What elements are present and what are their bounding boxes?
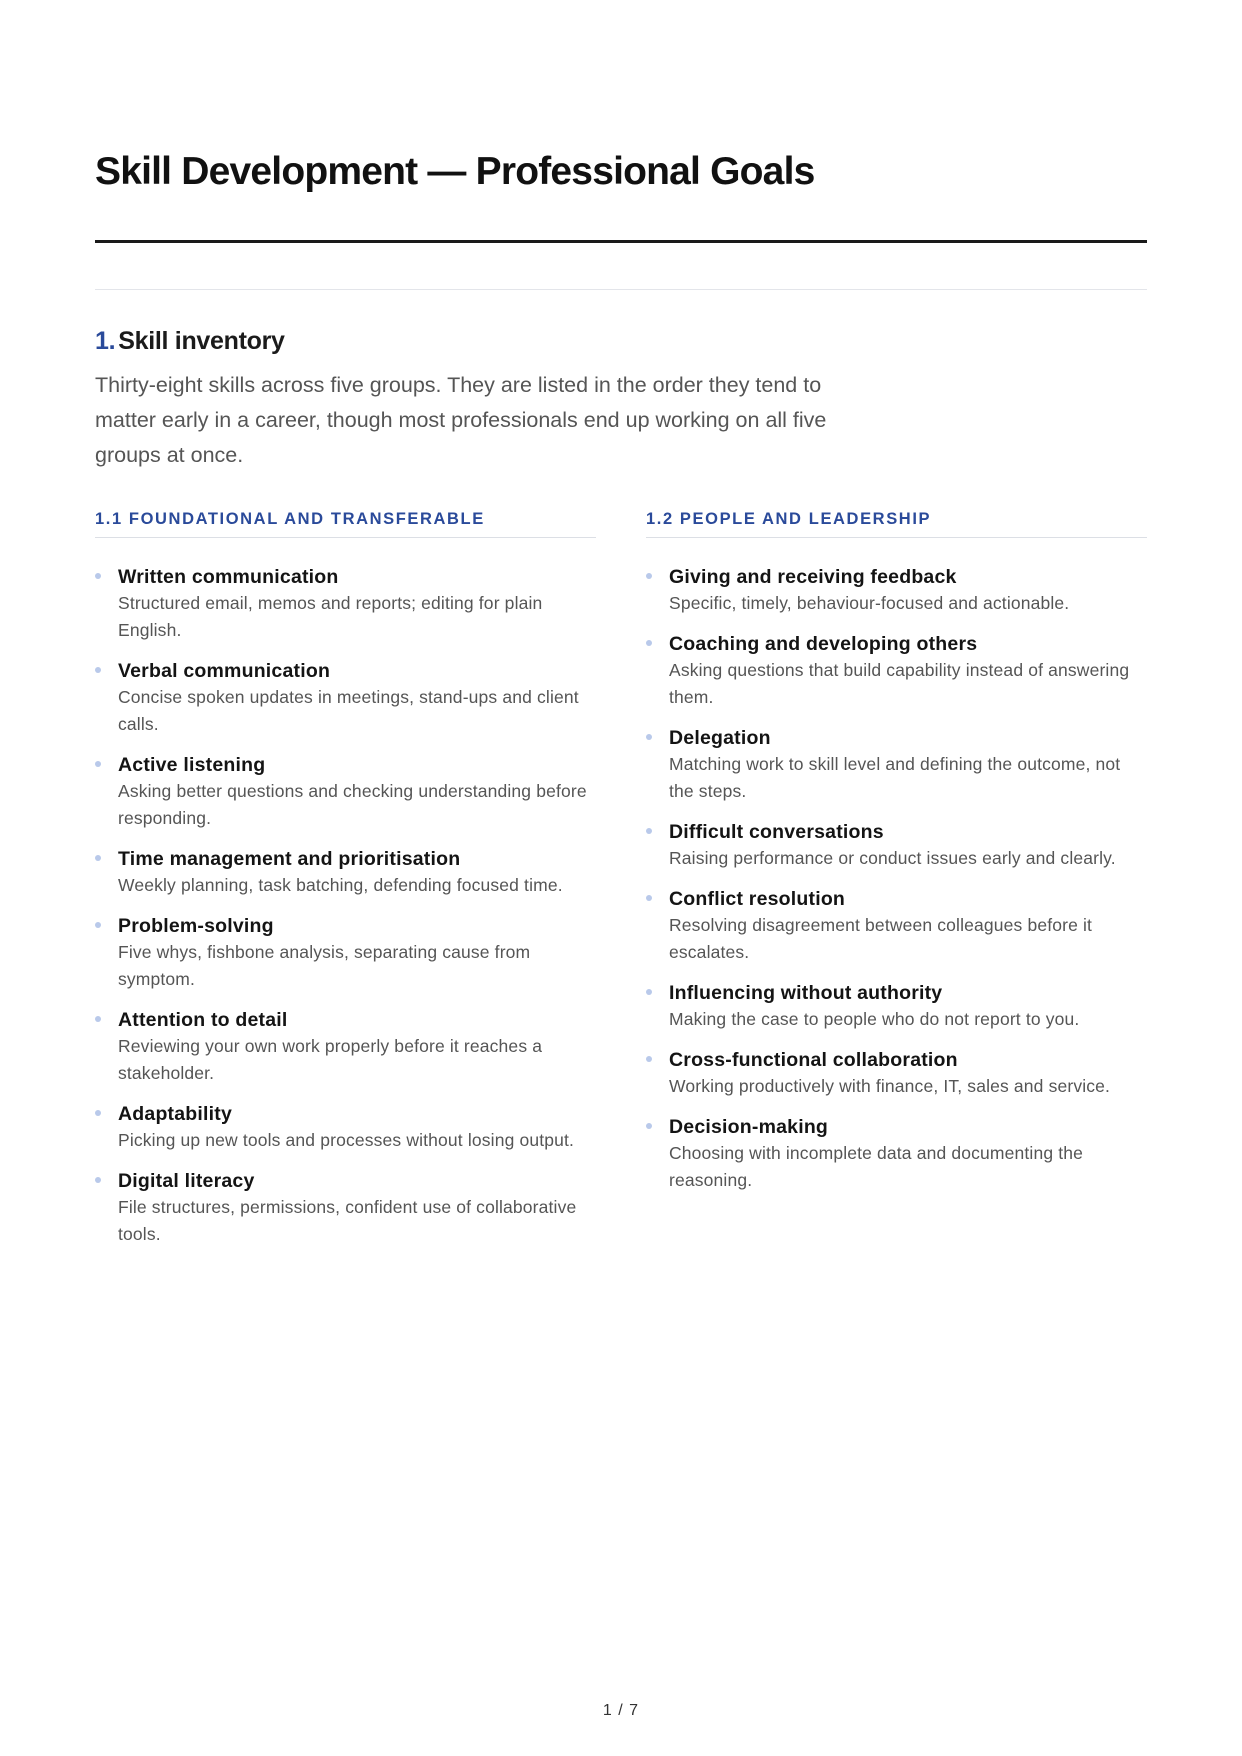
skill-name: Time management and prioritisation xyxy=(118,848,461,870)
list-item xyxy=(646,1047,1147,1100)
bullet-icon xyxy=(95,573,101,579)
skill-name: Difficult conversations xyxy=(669,821,884,843)
bullet-icon xyxy=(95,667,101,673)
list-item xyxy=(95,564,596,644)
skill-name: Influencing without authority xyxy=(669,982,943,1004)
bullet-icon xyxy=(646,895,652,901)
skill-name: Adaptability xyxy=(118,1103,232,1125)
skill-description: Choosing with incomplete data and documenting the reasoning. xyxy=(669,1143,1084,1190)
skill-group-people-leadership xyxy=(646,504,1147,1208)
section-number: 1. xyxy=(95,327,116,355)
list-item xyxy=(646,564,1147,617)
list-item xyxy=(646,819,1147,872)
skill-description: Making the case to people who do not report to you. xyxy=(669,1009,1080,1029)
list-item xyxy=(646,886,1147,966)
skill-description: Structured email, memos and reports; editing for plain English. xyxy=(118,593,543,640)
group-heading: 1.2 PEOPLE AND LEADERSHIP xyxy=(646,504,1147,538)
skill-group-foundational xyxy=(95,504,596,1262)
bullet-icon xyxy=(646,573,652,579)
skill-name: Giving and receiving feedback xyxy=(669,566,957,588)
section-title: Skill inventory xyxy=(118,327,285,355)
list-item xyxy=(646,725,1147,805)
skill-name: Digital literacy xyxy=(118,1170,255,1192)
skill-description: File structures, permissions, confident use of collaborative tools. xyxy=(118,1197,577,1244)
skill-name: Cross-functional collaboration xyxy=(669,1049,958,1071)
bullet-icon xyxy=(95,1177,101,1183)
skill-description: Picking up new tools and processes without losing output. xyxy=(118,1130,575,1150)
skill-name: Attention to detail xyxy=(118,1009,288,1031)
skill-name: Delegation xyxy=(669,727,771,749)
title-divider xyxy=(95,240,1147,243)
skill-name: Problem-solving xyxy=(118,915,274,937)
list-item xyxy=(646,631,1147,711)
bullet-icon xyxy=(646,989,652,995)
skill-description: Five whys, fishbone analysis, separating cause from symptom. xyxy=(118,942,531,989)
skill-description: Asking better questions and checking understanding before responding. xyxy=(118,781,587,828)
skill-description: Concise spoken updates in meetings, stand-ups and client calls. xyxy=(118,687,579,734)
section-divider xyxy=(95,289,1147,290)
list-item xyxy=(95,658,596,738)
list-item xyxy=(95,913,596,993)
bullet-icon xyxy=(95,922,101,928)
page-number: 1 / 7 xyxy=(602,1702,640,1719)
skill-list xyxy=(95,538,596,1248)
document-title: Skill Development — Professional Goals xyxy=(95,150,815,193)
list-item xyxy=(95,846,596,899)
bullet-icon xyxy=(646,828,652,834)
skill-description: Raising performance or conduct issues early and clearly. xyxy=(669,848,1116,868)
skill-name: Coaching and developing others xyxy=(669,633,978,655)
list-item xyxy=(95,1168,596,1248)
skill-name: Decision-making xyxy=(669,1116,829,1138)
skill-name: Written communication xyxy=(118,566,339,588)
skill-name: Verbal communication xyxy=(118,660,331,682)
skill-list xyxy=(646,538,1147,1194)
list-item xyxy=(95,1101,596,1154)
skill-description: Specific, timely, behaviour-focused and actionable. xyxy=(669,593,1070,613)
skill-description: Asking questions that build capability instead of answering them. xyxy=(669,660,1130,707)
section-heading xyxy=(95,325,285,357)
bullet-icon xyxy=(95,855,101,861)
skill-description: Resolving disagreement between colleagues before it escalates. xyxy=(669,915,1093,962)
skill-description: Matching work to skill level and defining the outcome, not the steps. xyxy=(669,754,1121,801)
bullet-icon xyxy=(95,761,101,767)
bullet-icon xyxy=(646,1056,652,1062)
skill-name: Conflict resolution xyxy=(669,888,846,910)
group-heading: 1.1 FOUNDATIONAL AND TRANSFERABLE xyxy=(95,504,596,538)
bullet-icon xyxy=(95,1110,101,1116)
list-item xyxy=(95,1007,596,1087)
bullet-icon xyxy=(646,734,652,740)
skill-description: Working productively with finance, IT, sales and service. xyxy=(669,1076,1111,1096)
list-item xyxy=(95,752,596,832)
bullet-icon xyxy=(95,1016,101,1022)
bullet-icon xyxy=(646,640,652,646)
skill-description: Reviewing your own work properly before it reaches a stakeholder. xyxy=(118,1036,543,1083)
section-intro: Thirty-eight skills across five groups. They are listed in the order they tend to matter early in a career, though most professionals end up working on all five groups at once. xyxy=(95,373,827,467)
bullet-icon xyxy=(646,1123,652,1129)
list-item xyxy=(646,980,1147,1033)
skill-description: Weekly planning, task batching, defending focused time. xyxy=(118,875,563,895)
skill-name: Active listening xyxy=(118,754,266,776)
list-item xyxy=(646,1114,1147,1194)
